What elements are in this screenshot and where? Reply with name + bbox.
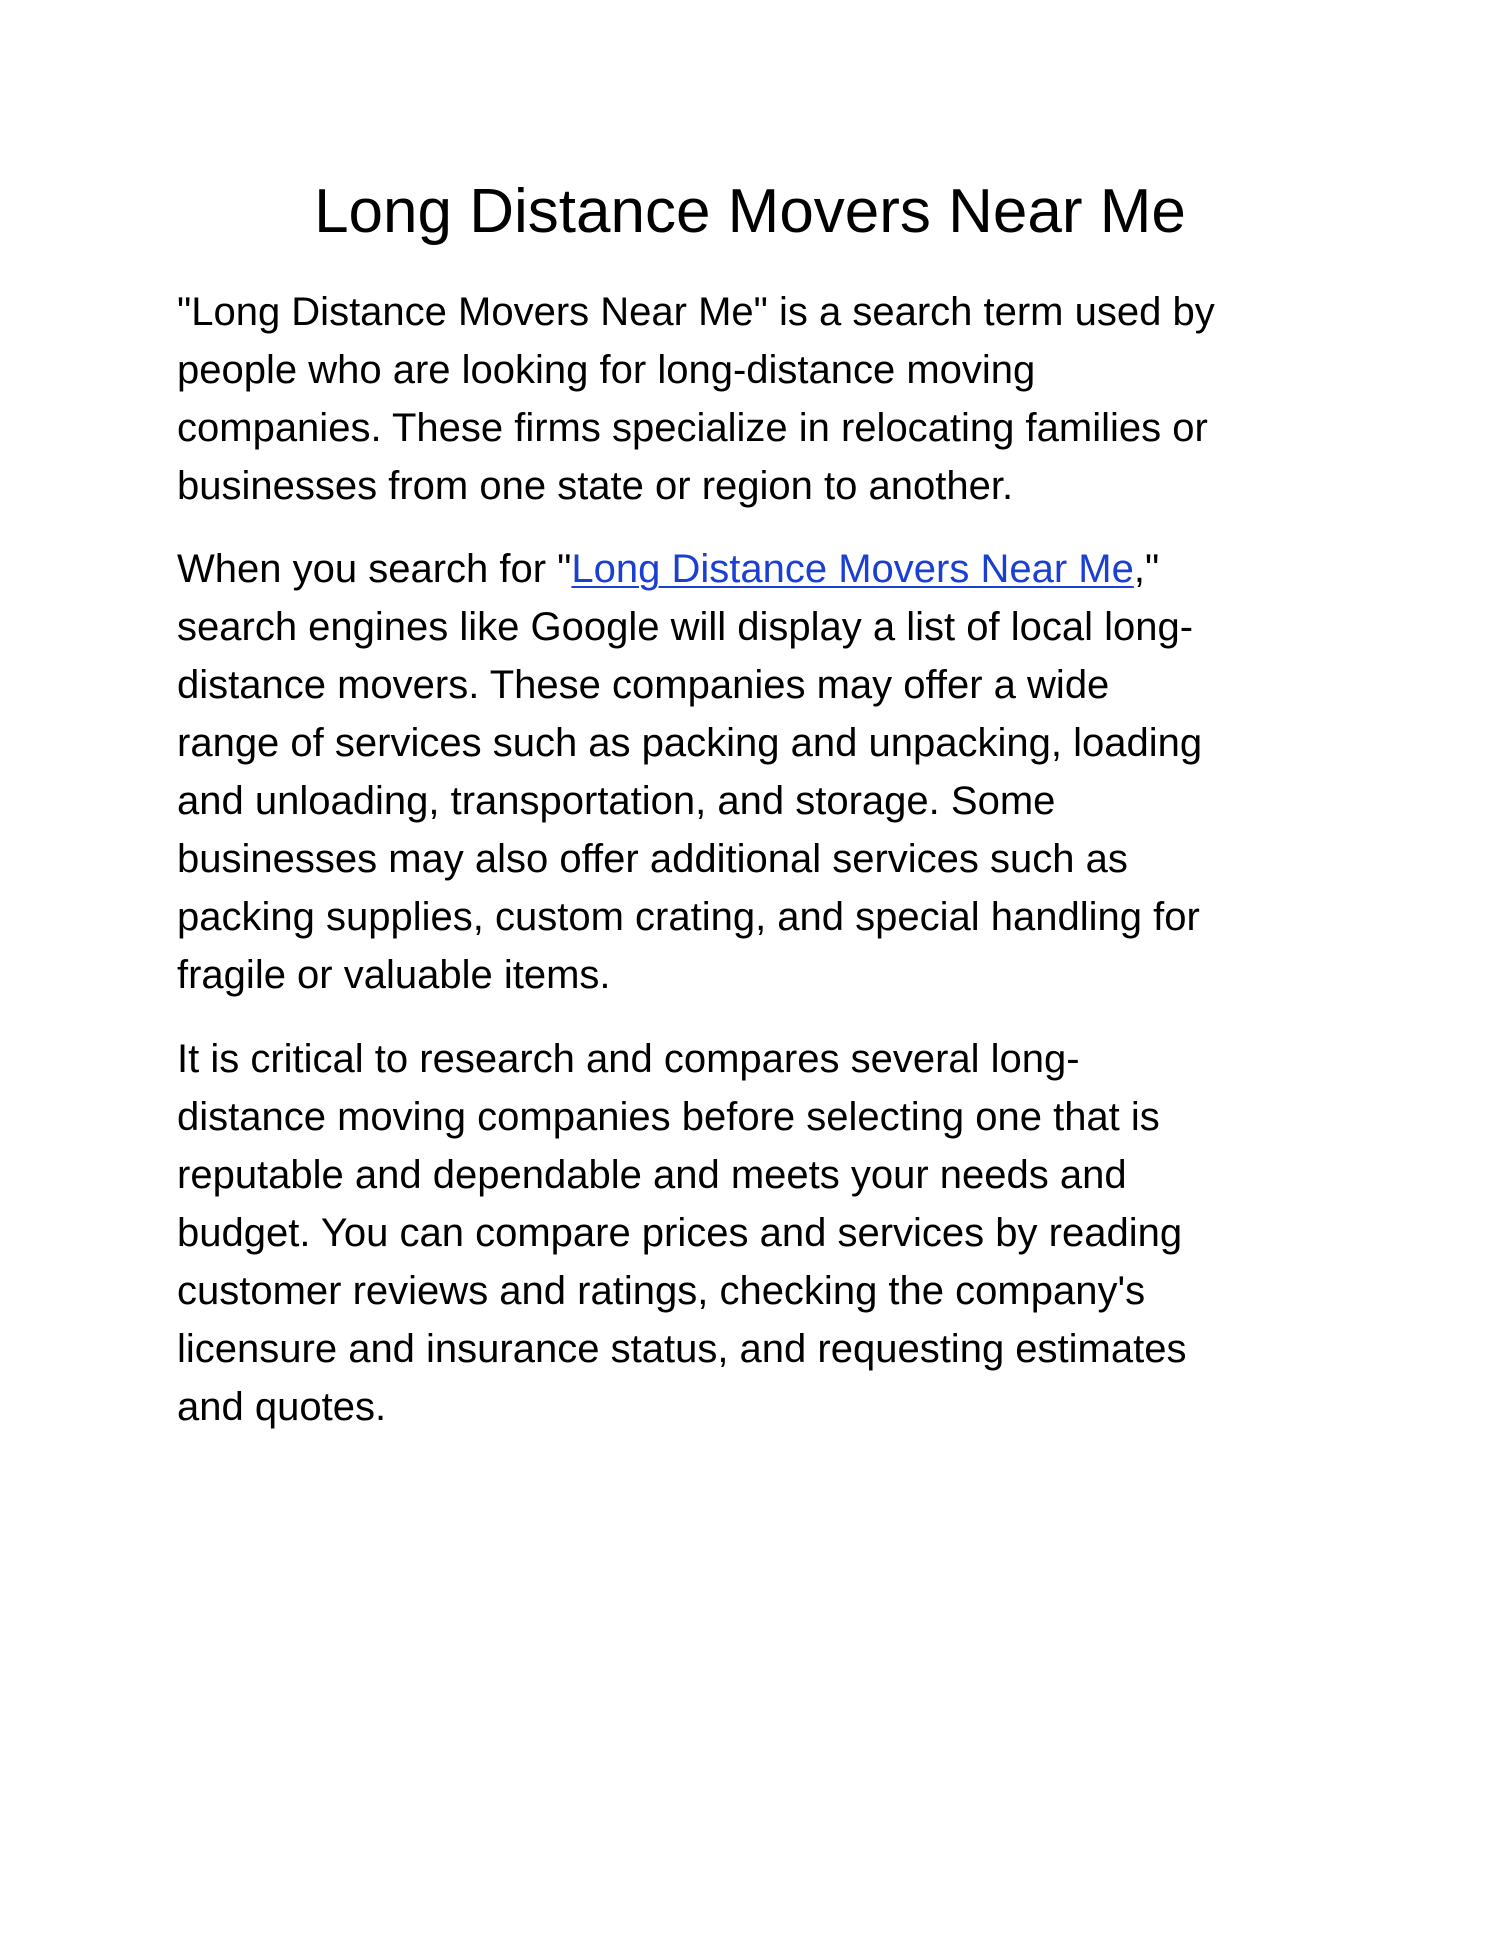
text-line: distance movers. These companies may offer a wide (177, 663, 1110, 707)
text-line: search engines like Google will display a list of local long- (177, 605, 1194, 649)
paragraph-intro (177, 283, 1357, 515)
text-line: packing supplies, custom crating, and special handling for (177, 895, 1200, 939)
text-line: companies. These firms specialize in relocating families or (177, 406, 1208, 450)
text-line: fragile or valuable items. (177, 953, 611, 997)
text-line-with-link (177, 540, 1357, 598)
text-line: It is critical to research and compares several long- (177, 1037, 1080, 1081)
text-line: businesses from one state or region to another. (177, 464, 1014, 508)
long-distance-movers-link[interactable]: Long Distance Movers Near Me (571, 547, 1134, 591)
text-line: people who are looking for long-distance moving (177, 348, 1036, 392)
paragraph-research-advice (177, 1030, 1357, 1436)
paragraph-search-results (177, 540, 1357, 1004)
document-title: Long Distance Movers Near Me (314, 177, 1186, 246)
text-line: licensure and insurance status, and requesting estimates (177, 1327, 1187, 1371)
text-fragment: ," (1133, 547, 1160, 591)
text-line: customer reviews and ratings, checking the company's (177, 1269, 1146, 1313)
text-line: distance moving companies before selecting one that is (177, 1095, 1160, 1139)
text-line: and quotes. (177, 1385, 387, 1429)
text-line: "Long Distance Movers Near Me" is a search term used by (177, 290, 1215, 334)
text-line: reputable and dependable and meets your needs and (177, 1153, 1127, 1197)
text-line: range of services such as packing and unpacking, loading (177, 721, 1203, 765)
text-fragment: When you search for " (177, 547, 572, 591)
text-line: businesses may also offer additional services such as (177, 837, 1128, 881)
text-line: budget. You can compare prices and services by reading (177, 1211, 1183, 1255)
text-line: and unloading, transportation, and storage. Some (177, 779, 1056, 823)
